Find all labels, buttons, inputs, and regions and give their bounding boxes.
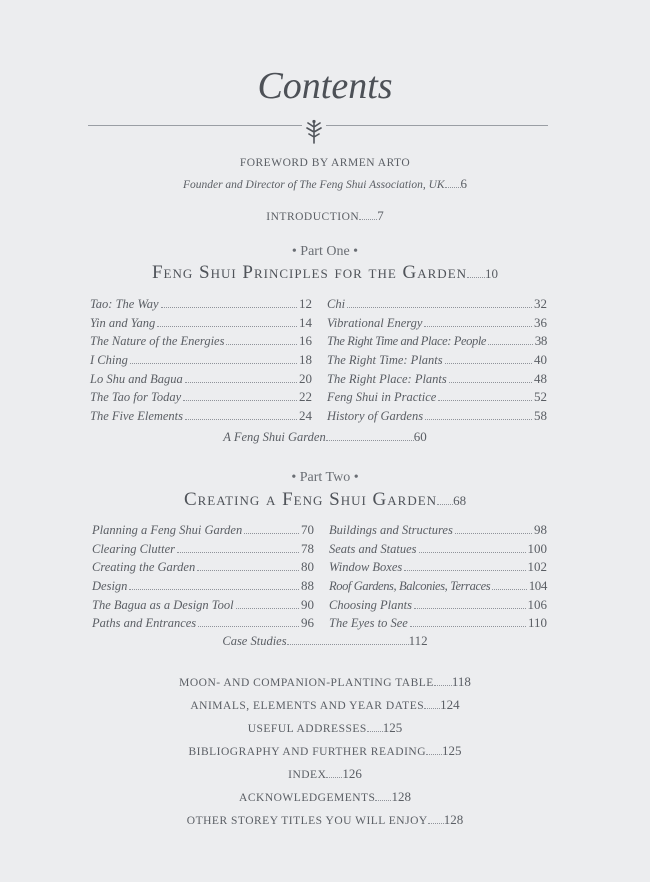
part-two-title: Creating a Feng Shui Garden	[183, 489, 438, 510]
leader-dots	[467, 268, 485, 278]
back-matter-entry	[0, 765, 650, 783]
page-number: 10	[485, 266, 499, 281]
page-number: 125	[382, 720, 403, 735]
entry-label: Planning a Feng Shui Garden	[92, 523, 243, 537]
toc-entry	[327, 352, 547, 371]
entry-label: The Right Place: Plants	[327, 371, 447, 386]
toc-entry	[329, 578, 547, 597]
page-number: 22	[299, 389, 312, 405]
toc-entry	[90, 333, 312, 352]
page-number: 125	[442, 743, 462, 758]
page-number: 32	[534, 296, 547, 311]
page-number: 38	[534, 333, 547, 349]
entry-label: OTHER STOREY TITLES YOU WILL ENJOY	[186, 815, 428, 827]
toc-entry	[90, 296, 312, 315]
toc-entry	[327, 371, 547, 390]
leader-dots	[410, 617, 526, 627]
toc-entry	[90, 389, 312, 408]
toc-entry	[329, 559, 547, 578]
leader-dots	[226, 335, 297, 345]
leader-dots	[236, 599, 299, 609]
entry-label: Feng Shui in Practice	[327, 390, 437, 405]
toc-entry	[92, 597, 314, 616]
toc-entry	[327, 333, 547, 352]
page-number: 36	[534, 314, 547, 330]
page-number: 24	[299, 408, 312, 424]
leader-dots	[157, 317, 297, 327]
leader-dots	[183, 391, 297, 401]
entry-label: Paths and Entrances	[92, 616, 197, 631]
leader-dots	[130, 354, 297, 364]
page-number: 6	[460, 176, 468, 191]
leader-dots	[414, 599, 526, 609]
page-number: 20	[299, 370, 312, 386]
part-one-left-column	[90, 296, 312, 427]
entry-label: Seats and Statues	[329, 541, 417, 556]
page-number: 118	[451, 674, 471, 689]
toc-entry	[92, 522, 314, 541]
entry-label: USEFUL ADDRESSES	[247, 723, 367, 735]
leader-dots	[445, 178, 461, 188]
page-number: 70	[301, 522, 314, 537]
leader-dots	[424, 699, 440, 709]
leader-dots	[244, 524, 299, 534]
page-number: 100	[527, 540, 547, 556]
entry-label: INDEX	[288, 769, 327, 781]
page-number: 124	[440, 697, 460, 712]
entry-label: The Tao for Today	[90, 390, 182, 405]
page-number: 88	[301, 578, 314, 594]
introduction-label: INTRODUCTION	[266, 211, 360, 223]
entry-label: Window Boxes	[329, 560, 403, 575]
part-two-left-column	[92, 522, 314, 634]
leader-dots	[449, 373, 532, 383]
leader-dots	[437, 495, 453, 505]
leader-dots	[198, 617, 299, 627]
toc-entry	[329, 522, 547, 541]
toc-entry	[92, 541, 314, 560]
entry-label: The Eyes to See	[329, 616, 408, 631]
leader-dots	[419, 543, 526, 553]
part-two-label: • Part Two •	[291, 470, 359, 485]
back-matter-entry	[0, 673, 650, 691]
toc-entry	[92, 578, 314, 597]
toc-entry	[90, 315, 312, 334]
page-number: 60	[413, 429, 427, 444]
page-number: 12	[299, 296, 312, 311]
leader-dots	[326, 431, 414, 441]
page-number: 68	[453, 493, 467, 508]
back-matter-entry	[0, 811, 650, 829]
leader-dots	[375, 791, 391, 801]
leader-dots	[197, 561, 299, 571]
entry-label: History of Gardens	[327, 409, 424, 424]
foreword-heading: FOREWORD BY ARMEN ARTO	[239, 157, 411, 169]
leader-dots	[185, 410, 297, 420]
page-number: 52	[534, 389, 547, 405]
entry-label: ACKNOWLEDGEMENTS	[239, 792, 376, 804]
leaf-ornament-icon	[302, 119, 326, 145]
leader-dots	[428, 814, 444, 824]
entry-label: A Feng Shui Garden	[223, 430, 326, 444]
back-matter-entry	[0, 696, 650, 714]
back-matter-entry	[0, 742, 650, 760]
page-number: 58	[534, 408, 547, 424]
entry-label: MOON- AND COMPANION-PLANTING TABLE	[179, 677, 434, 689]
entry-label: Creating the Garden	[92, 560, 196, 575]
leader-dots	[438, 391, 532, 401]
leader-dots	[434, 676, 452, 686]
page-number: 128	[391, 789, 411, 804]
leader-dots	[426, 745, 442, 755]
entry-label: ANIMALS, ELEMENTS AND YEAR DATES	[190, 700, 425, 712]
entry-label: Case Studies	[222, 634, 287, 648]
leader-dots	[488, 335, 533, 345]
part-two-heading	[0, 489, 650, 511]
leader-dots	[185, 373, 297, 383]
toc-entry	[92, 559, 314, 578]
toc-entry	[329, 541, 547, 560]
part-one-right-column	[327, 296, 547, 427]
toc-entry	[90, 371, 312, 390]
toc-entry	[327, 389, 547, 408]
toc-entry	[92, 615, 314, 634]
leader-dots	[425, 410, 532, 420]
leader-dots	[455, 524, 532, 534]
leader-dots	[445, 354, 532, 364]
entry-label: Vibrational Energy	[327, 315, 423, 330]
toc-entry	[329, 597, 547, 616]
page-number: 110	[527, 615, 547, 631]
entry-label: Roof Gardens, Balconies, Terraces	[329, 579, 491, 594]
entry-label: Design	[92, 579, 128, 594]
part-one-heading	[0, 262, 650, 284]
page-number: 96	[301, 615, 314, 631]
entry-label: I Ching	[90, 353, 128, 368]
leader-dots	[129, 580, 299, 590]
entry-label: The Bagua as a Design Tool	[92, 597, 234, 612]
page-number: 40	[534, 352, 547, 368]
leader-dots	[492, 580, 526, 590]
back-matter-entry	[0, 788, 650, 806]
entry-label: The Right Time and Place: People	[327, 334, 487, 349]
entry-label: Lo Shu and Bagua	[90, 371, 183, 386]
leader-dots	[359, 210, 377, 220]
entry-label: Clearing Clutter	[92, 541, 175, 556]
page-number: 126	[342, 766, 362, 781]
page-number: 106	[527, 596, 547, 612]
part-two-right-column	[329, 522, 547, 634]
page-number: 18	[299, 352, 312, 368]
entry-label: The Nature of the Energies	[90, 334, 225, 349]
foreword-entry	[0, 175, 650, 193]
page-number: 16	[299, 333, 312, 349]
leader-dots	[347, 298, 532, 308]
toc-entry	[327, 315, 547, 334]
page-number: 98	[534, 522, 547, 537]
leader-dots	[424, 317, 532, 327]
entry-label: BIBLIOGRAPHY AND FURTHER READING	[188, 746, 427, 758]
part-two-footer-entry	[0, 633, 650, 649]
leader-dots	[367, 722, 383, 732]
page-number: 7	[377, 208, 384, 223]
part-one-label: • Part One •	[291, 244, 359, 259]
entry-label: Chi	[327, 297, 346, 311]
leader-dots	[177, 543, 299, 553]
page-number: 78	[301, 540, 314, 556]
toc-entry	[327, 296, 547, 315]
leader-dots	[326, 768, 342, 778]
page-number: 80	[301, 559, 314, 575]
back-matter-entry	[0, 719, 650, 737]
page-title: Contents	[257, 65, 393, 107]
page-number: 90	[301, 596, 314, 612]
introduction-entry	[0, 207, 650, 225]
toc-entry	[90, 408, 312, 427]
page-number: 48	[534, 370, 547, 386]
page-number: 128	[443, 812, 464, 827]
toc-entry	[90, 352, 312, 371]
entry-label: The Five Elements	[90, 409, 184, 424]
entry-label: The Right Time: Plants	[327, 353, 443, 368]
part-one-title: Feng Shui Principles for the Garden	[151, 262, 468, 283]
page-number: 104	[528, 578, 547, 594]
page-number: 112	[408, 633, 428, 648]
page-number: 14	[299, 314, 312, 330]
entry-label: Yin and Yang	[90, 315, 156, 330]
toc-entry	[329, 615, 547, 634]
toc-entry	[327, 408, 547, 427]
leader-dots	[287, 635, 409, 645]
page-number: 102	[527, 559, 547, 575]
part-one-footer-entry	[0, 429, 650, 445]
leader-dots	[161, 298, 297, 308]
entry-label: Choosing Plants	[329, 597, 412, 612]
entry-label: Tao: The Way	[90, 297, 159, 311]
foreword-subtitle: Founder and Director of The Feng Shui Association, UK	[182, 179, 445, 191]
leader-dots	[404, 561, 525, 571]
entry-label: Buildings and Structures	[329, 523, 453, 537]
